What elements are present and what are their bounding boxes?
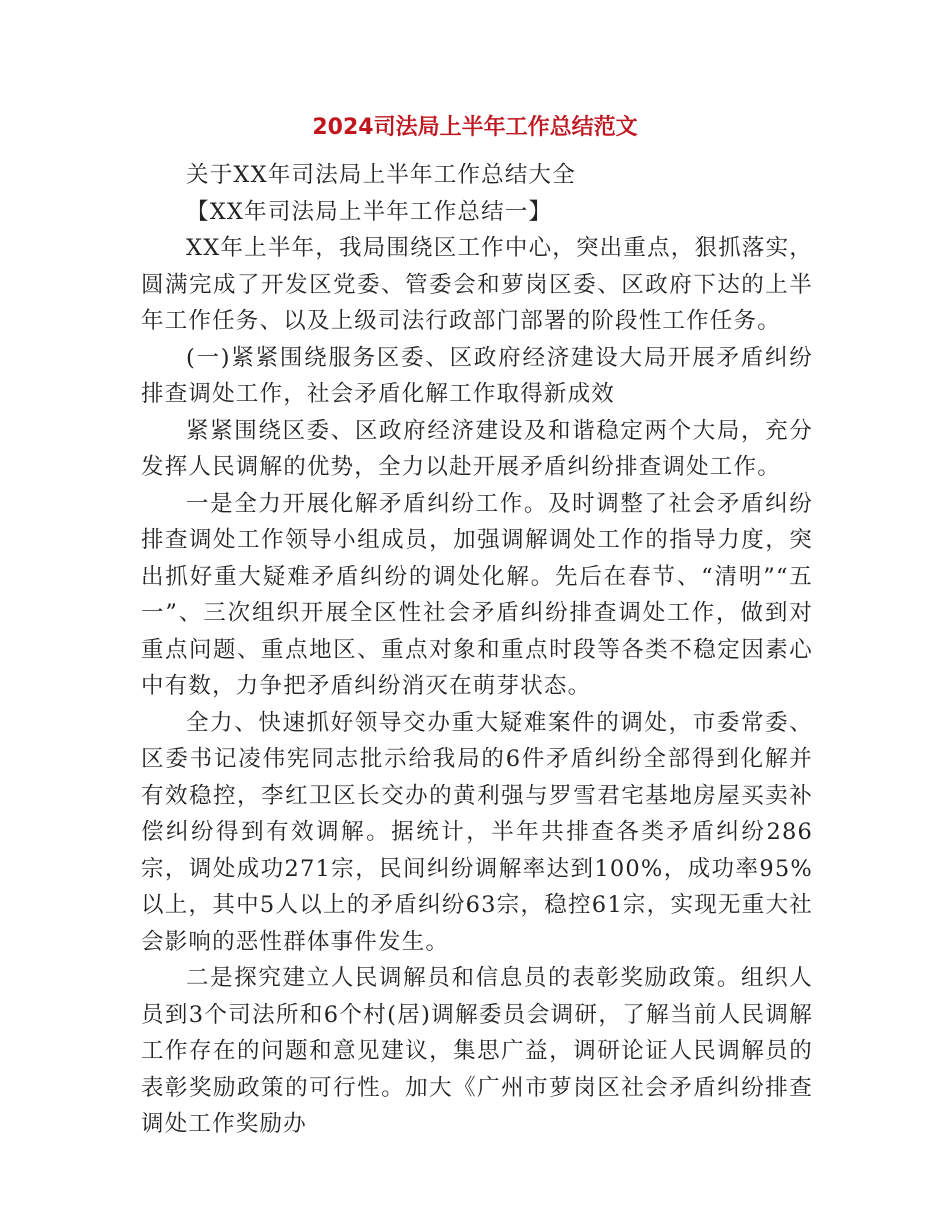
paragraph: 一是全力开展化解矛盾纠纷工作。及时调整了社会矛盾纠纷排查调处工作领导小组成员，加强调解调处工作的指导力度，突出抓好重大疑难矛盾纠纷的调处化解。先后在春节、“清明”“五一”、三次组织开展全区性社会矛盾纠纷排查调处工作，做到对重点问题、重点地区、重点对象和重点时段等各类不稳定因素心中有数，力争把矛盾纠纷消灭在萌芽状态。 (141, 490, 813, 699)
paragraph: XX年上半年，我局围绕区工作中心，突出重点，狠抓落实，圆满完成了开发区党委、管委会和萝岗区委、区政府下达的上半年工作任务、以及上级司法行政部门部署的阶段性工作任务。 (141, 235, 813, 334)
document-title: 2024司法局上半年工作总结范文 (312, 115, 638, 140)
paragraph: 全力、快速抓好领导交办重大疑难案件的调处，市委常委、区委书记凌伟宪同志批示给我局的6件矛盾纠纷全部得到化解并有效稳控，李红卫区长交办的黄利强与罗雪君宅基地房屋买卖补偿纠纷得到有效调解。据统计，半年共排查各类矛盾纠纷286宗，调处成功271宗，民间纠纷调解率达到100%，成功率95%以上，其中5人以上的矛盾纠纷63宗，稳控61宗，实现无重大社会影响的恶性群体事件发生。 (141, 709, 813, 955)
paragraph-heading-1: (一)紧紧围绕服务区委、区政府经济建设大局开展矛盾纠纷排查调处工作，社会矛盾化解工作取得新成效 (141, 344, 813, 407)
document-body (141, 157, 813, 1143)
paragraph-subtitle: 关于XX年司法局上半年工作总结大全 (186, 162, 576, 188)
paragraph: 二是探究建立人民调解员和信息员的表彰奖励政策。组织人员到3个司法所和6个村(居)调解委员会调研，了解当前人民调解工作存在的问题和意见建议，集思广益，调研论证人民调解员的表彰奖励政策的可行性。加大《广州市萝岗区社会矛盾纠纷排查调处工作奖励办 (141, 965, 813, 1137)
paragraph-section-heading: 【XX年司法局上半年工作总结一】 (186, 198, 553, 225)
paragraph: 紧紧围绕区委、区政府经济建设及和谐稳定两个大局，充分发挥人民调解的优势，全力以赴开展矛盾纠纷排查调处工作。 (141, 417, 813, 480)
